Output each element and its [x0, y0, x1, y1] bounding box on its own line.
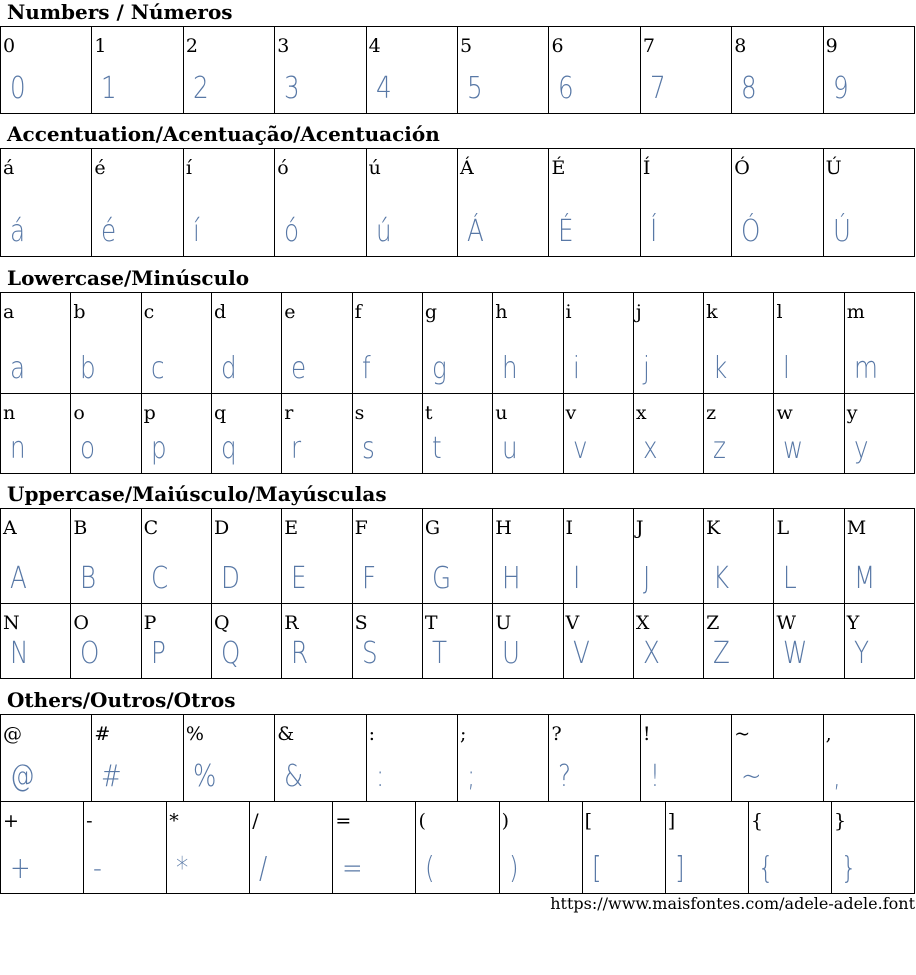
uppercase-cell	[212, 604, 282, 678]
number-cell	[824, 27, 915, 113]
number-cell-label: 4	[368, 35, 381, 57]
symbol-glyph-sample: ]	[674, 851, 685, 886]
others-grid-row-1	[0, 714, 915, 802]
numbers-grid	[0, 26, 915, 114]
number-cell-label: 1	[94, 35, 107, 57]
lowercase-glyph-sample: s	[361, 431, 375, 466]
lowercase-cell	[142, 293, 212, 393]
lowercase-cell	[353, 394, 423, 473]
others-grid-row-2	[0, 801, 915, 894]
lowercase-cell	[493, 394, 563, 473]
accent-cell	[549, 149, 640, 256]
uppercase-cell	[493, 509, 563, 603]
uppercase-cell-label: Q	[213, 612, 230, 634]
symbol-glyph-sample: ;	[467, 759, 476, 794]
symbol-glyph-sample: @	[10, 759, 35, 794]
lowercase-cell-label: e	[284, 301, 296, 323]
number-glyph-sample: 5	[467, 71, 483, 106]
accent-cell	[458, 149, 549, 256]
lowercase-glyph-sample: o	[80, 431, 96, 466]
symbol-cell-label: }	[833, 810, 847, 832]
lowercase-cell	[493, 293, 563, 393]
accent-cell-label: ó	[277, 157, 289, 179]
accent-glyph-sample: ó	[284, 214, 300, 249]
lowercase-cell	[212, 293, 282, 393]
uppercase-cell-label: W	[776, 612, 796, 634]
lowercase-glyph-sample: h	[502, 351, 518, 386]
symbol-cell-label: +	[3, 810, 19, 832]
uppercase-cell-label: O	[73, 612, 89, 634]
accent-cell	[1, 149, 92, 256]
number-cell-label: 8	[734, 35, 747, 57]
lowercase-cell	[634, 293, 704, 393]
symbol-cell	[1, 715, 92, 801]
symbol-cell-label: /	[252, 810, 259, 832]
symbol-glyph-sample: [	[591, 851, 602, 886]
symbol-glyph-sample: :	[375, 759, 384, 794]
lowercase-cell	[212, 394, 282, 473]
number-glyph-sample: 9	[832, 71, 849, 106]
accent-cell	[92, 149, 183, 256]
lowercase-glyph-sample: v	[572, 431, 588, 466]
uppercase-cell-label: M	[846, 517, 867, 539]
lowercase-glyph-sample: q	[220, 431, 237, 466]
uppercase-cell	[634, 509, 704, 603]
lowercase-cell	[564, 394, 634, 473]
uppercase-cell	[704, 509, 774, 603]
symbol-cell-label: %	[185, 723, 204, 745]
symbol-glyph-sample: }	[840, 851, 857, 886]
uppercase-cell	[493, 604, 563, 678]
uppercase-cell-label: N	[3, 612, 20, 634]
lowercase-glyph-sample: r	[291, 431, 302, 466]
section-title-accents: Accentuation/Acentuação/Acentuación	[7, 122, 440, 146]
symbol-cell	[367, 715, 458, 801]
lowercase-cell	[423, 394, 493, 473]
lowercase-cell	[564, 293, 634, 393]
uppercase-cell	[704, 604, 774, 678]
lowercase-cell	[704, 394, 774, 473]
uppercase-cell-label: X	[635, 612, 650, 634]
symbol-cell	[458, 715, 549, 801]
lowercase-cell-label: y	[846, 402, 858, 424]
accent-cell	[824, 149, 915, 256]
uppercase-cell-label: V	[565, 612, 580, 634]
uppercase-cell-label: D	[213, 517, 230, 539]
uppercase-glyph-sample: P	[150, 636, 166, 671]
number-glyph-sample: 8	[741, 71, 757, 106]
lowercase-cell	[774, 293, 844, 393]
uppercase-cell	[845, 604, 915, 678]
uppercase-cell	[353, 509, 423, 603]
symbol-cell-label: {	[750, 810, 763, 832]
uppercase-glyph-sample: M	[853, 561, 875, 596]
symbol-cell	[641, 715, 732, 801]
uppercase-glyph-sample: N	[10, 636, 29, 671]
number-cell-label: 7	[642, 35, 655, 57]
number-cell-label: 3	[277, 35, 290, 57]
lowercase-glyph-sample: a	[10, 351, 26, 386]
symbol-cell-label: *	[169, 810, 179, 832]
number-cell	[92, 27, 183, 113]
lowercase-glyph-sample: w	[783, 431, 804, 466]
lowercase-cell-label: a	[3, 301, 15, 323]
accent-glyph-sample: á	[10, 214, 26, 249]
symbol-glyph-sample: {	[757, 851, 774, 886]
uppercase-grid-row-2	[0, 603, 915, 679]
accent-glyph-sample: Á	[467, 214, 484, 249]
uppercase-cell-label: F	[354, 517, 368, 539]
uppercase-cell-label: E	[284, 517, 299, 539]
lowercase-cell-label: i	[565, 301, 572, 323]
accent-cell-label: É	[551, 157, 566, 179]
symbol-cell	[583, 802, 666, 893]
uppercase-cell-label: A	[3, 517, 17, 539]
section-title-uppercase: Uppercase/Maiúsculo/Mayúsculas	[7, 482, 387, 506]
symbol-glyph-sample: %	[192, 759, 217, 794]
uppercase-cell-label: P	[143, 612, 157, 634]
accent-cell	[367, 149, 458, 256]
section-title-numbers: Numbers / Números	[7, 0, 233, 24]
symbol-cell-label: =	[335, 810, 352, 832]
uppercase-cell-label: I	[565, 517, 574, 539]
symbol-cell-label: @	[3, 723, 22, 745]
lowercase-cell-label: m	[846, 301, 865, 323]
number-cell	[732, 27, 823, 113]
uppercase-cell-label: J	[635, 517, 644, 539]
lowercase-cell-label: b	[73, 301, 86, 323]
accents-grid	[0, 148, 915, 257]
lowercase-cell-label: r	[284, 402, 294, 424]
accent-cell-label: á	[3, 157, 15, 179]
uppercase-glyph-sample: L	[783, 561, 798, 596]
uppercase-cell	[1, 604, 71, 678]
uppercase-cell	[282, 509, 352, 603]
lowercase-cell	[634, 394, 704, 473]
uppercase-glyph-sample: Q	[220, 636, 241, 671]
symbol-glyph-sample: ,	[832, 759, 841, 794]
symbol-glyph-sample: /	[259, 851, 268, 886]
lowercase-cell-label: g	[424, 301, 438, 323]
uppercase-glyph-sample: J	[642, 561, 651, 596]
uppercase-glyph-sample: D	[220, 561, 240, 596]
lowercase-cell	[704, 293, 774, 393]
source-url-link[interactable]: https://www.maisfontes.com/adele-adele.font	[550, 894, 915, 913]
symbol-cell	[500, 802, 583, 893]
lowercase-cell	[142, 394, 212, 473]
lowercase-cell	[1, 293, 71, 393]
symbol-cell	[275, 715, 366, 801]
uppercase-cell-label: Z	[706, 612, 720, 634]
uppercase-glyph-sample: C	[150, 561, 168, 596]
symbol-cell-label: [	[584, 810, 593, 832]
uppercase-cell	[212, 509, 282, 603]
lowercase-glyph-sample: j	[642, 351, 650, 386]
symbol-cell	[832, 802, 915, 893]
uppercase-cell	[142, 604, 212, 678]
uppercase-cell-label: B	[73, 517, 88, 539]
uppercase-cell	[774, 509, 844, 603]
symbol-glyph-sample: !	[649, 759, 660, 794]
uppercase-cell-label: H	[495, 517, 512, 539]
symbol-cell	[84, 802, 167, 893]
lowercase-cell	[282, 293, 352, 393]
uppercase-cell	[423, 509, 493, 603]
lowercase-cell-label: n	[3, 402, 16, 424]
lowercase-cell	[71, 394, 141, 473]
lowercase-glyph-sample: c	[150, 351, 165, 386]
lowercase-cell	[282, 394, 352, 473]
lowercase-cell-label: h	[495, 301, 508, 323]
lowercase-cell-label: w	[776, 402, 793, 424]
symbol-cell-label: ~	[734, 723, 751, 745]
lowercase-glyph-sample: u	[502, 431, 518, 466]
symbol-glyph-sample: ?	[558, 759, 572, 794]
uppercase-glyph-sample: Z	[713, 636, 730, 671]
accent-glyph-sample: Ó	[741, 214, 761, 249]
uppercase-glyph-sample: Y	[853, 636, 869, 671]
uppercase-cell	[142, 509, 212, 603]
uppercase-glyph-sample: H	[502, 561, 521, 596]
symbol-cell	[250, 802, 333, 893]
lowercase-cell-label: z	[706, 402, 717, 424]
accent-cell-label: ú	[368, 157, 381, 179]
symbol-cell	[167, 802, 250, 893]
lowercase-cell-label: p	[143, 402, 156, 424]
lowercase-cell-label: l	[776, 301, 783, 323]
lowercase-cell-label: j	[635, 301, 642, 323]
uppercase-glyph-sample: K	[713, 561, 730, 596]
uppercase-cell-label: U	[495, 612, 512, 634]
lowercase-glyph-sample: f	[361, 351, 371, 386]
lowercase-cell-label: o	[73, 402, 85, 424]
lowercase-cell-label: x	[635, 402, 647, 424]
uppercase-glyph-sample: V	[572, 636, 590, 671]
lowercase-glyph-sample: y	[853, 431, 869, 466]
symbol-cell-label: )	[501, 810, 509, 832]
uppercase-cell	[423, 604, 493, 678]
symbol-glyph-sample: ~	[741, 759, 762, 794]
lowercase-glyph-sample: b	[80, 351, 96, 386]
lowercase-glyph-sample: m	[853, 351, 878, 386]
accent-cell	[732, 149, 823, 256]
lowercase-glyph-sample: d	[220, 351, 237, 386]
symbol-glyph-sample: +	[10, 851, 31, 886]
uppercase-glyph-sample: R	[291, 636, 309, 671]
uppercase-cell-label: L	[776, 517, 790, 539]
symbol-cell-label: !	[642, 723, 651, 745]
lowercase-glyph-sample: g	[431, 351, 447, 386]
lowercase-grid-row-1	[0, 292, 915, 394]
accent-cell-label: Í	[642, 157, 651, 179]
uppercase-glyph-sample: W	[783, 636, 808, 671]
lowercase-glyph-sample: n	[10, 431, 26, 466]
uppercase-cell	[774, 604, 844, 678]
lowercase-glyph-sample: x	[642, 431, 658, 466]
accent-glyph-sample: Í	[649, 214, 658, 249]
number-glyph-sample: 2	[192, 71, 209, 106]
number-glyph-sample: 6	[558, 71, 575, 106]
symbol-glyph-sample: )	[508, 851, 519, 886]
number-cell-label: 5	[460, 35, 473, 57]
symbol-cell-label: ;	[460, 723, 467, 745]
accent-cell-label: í	[185, 157, 192, 179]
lowercase-cell-label: s	[354, 402, 365, 424]
number-cell-label: 6	[551, 35, 564, 57]
symbol-glyph-sample: -	[93, 851, 102, 886]
number-cell	[184, 27, 275, 113]
uppercase-cell	[564, 509, 634, 603]
accent-glyph-sample: é	[101, 214, 117, 249]
symbol-cell	[732, 715, 823, 801]
uppercase-cell-label: T	[424, 612, 438, 634]
accent-glyph-sample: ú	[375, 214, 392, 249]
lowercase-glyph-sample: k	[713, 351, 728, 386]
number-cell	[549, 27, 640, 113]
lowercase-cell-label: t	[424, 402, 433, 424]
number-cell-label: 9	[825, 35, 838, 57]
uppercase-glyph-sample: F	[361, 561, 376, 596]
symbol-cell	[416, 802, 499, 893]
number-glyph-sample: 4	[375, 71, 392, 106]
uppercase-cell	[71, 509, 141, 603]
symbol-glyph-sample: #	[101, 759, 123, 794]
uppercase-glyph-sample: E	[291, 561, 307, 596]
lowercase-cell	[845, 293, 915, 393]
number-cell	[275, 27, 366, 113]
symbol-cell-label: ,	[825, 723, 832, 745]
lowercase-glyph-sample: i	[572, 351, 580, 386]
accent-cell-label: Ó	[734, 157, 750, 179]
uppercase-glyph-sample: I	[572, 561, 580, 596]
symbol-glyph-sample: =	[342, 851, 363, 886]
number-cell-label: 0	[3, 35, 16, 57]
number-cell	[367, 27, 458, 113]
uppercase-cell	[282, 604, 352, 678]
lowercase-cell-label: k	[706, 301, 718, 323]
number-glyph-sample: 1	[101, 71, 118, 106]
lowercase-cell-label: u	[495, 402, 508, 424]
uppercase-glyph-sample: O	[80, 636, 100, 671]
number-cell	[1, 27, 92, 113]
lowercase-cell	[423, 293, 493, 393]
section-title-lowercase: Lowercase/Minúsculo	[7, 266, 250, 290]
symbol-cell	[666, 802, 749, 893]
uppercase-glyph-sample: X	[642, 636, 660, 671]
lowercase-glyph-sample: z	[713, 431, 727, 466]
uppercase-grid-row-1	[0, 508, 915, 604]
accent-glyph-sample: Ú	[832, 214, 851, 249]
lowercase-cell-label: c	[143, 301, 155, 323]
uppercase-cell-label: K	[706, 517, 721, 539]
lowercase-cell	[353, 293, 423, 393]
number-cell	[641, 27, 732, 113]
lowercase-cell	[1, 394, 71, 473]
symbol-glyph-sample: *	[176, 851, 189, 886]
accent-cell	[184, 149, 275, 256]
uppercase-cell	[1, 509, 71, 603]
uppercase-cell-label: Y	[846, 612, 860, 634]
lowercase-glyph-sample: t	[431, 431, 442, 466]
accent-glyph-sample: É	[558, 214, 574, 249]
symbol-cell	[1, 802, 84, 893]
accent-cell-label: Ú	[825, 157, 842, 179]
lowercase-cell	[845, 394, 915, 473]
number-glyph-sample: 0	[10, 71, 26, 106]
symbol-cell-label: &	[277, 723, 295, 745]
lowercase-cell-label: f	[354, 301, 362, 323]
lowercase-glyph-sample: l	[783, 351, 791, 386]
uppercase-cell-label: G	[424, 517, 441, 539]
uppercase-glyph-sample: A	[10, 561, 27, 596]
symbol-glyph-sample: (	[425, 851, 436, 886]
lowercase-grid-row-2	[0, 393, 915, 474]
accent-cell-label: é	[94, 157, 106, 179]
lowercase-cell-label: v	[565, 402, 577, 424]
accent-cell	[641, 149, 732, 256]
uppercase-glyph-sample: U	[502, 636, 521, 671]
number-cell-label: 2	[185, 35, 198, 57]
uppercase-cell	[71, 604, 141, 678]
uppercase-glyph-sample: S	[361, 636, 378, 671]
symbol-cell	[549, 715, 640, 801]
symbol-cell-label: (	[418, 810, 426, 832]
symbol-cell-label: ?	[551, 723, 562, 745]
uppercase-cell-label: C	[143, 517, 159, 539]
symbol-cell	[824, 715, 915, 801]
symbol-cell-label: ]	[667, 810, 676, 832]
lowercase-cell-label: d	[213, 301, 227, 323]
number-glyph-sample: 3	[284, 71, 300, 106]
uppercase-glyph-sample: B	[80, 561, 97, 596]
symbol-cell	[749, 802, 832, 893]
number-glyph-sample: 7	[649, 71, 666, 106]
symbol-cell	[92, 715, 183, 801]
symbol-cell	[333, 802, 416, 893]
uppercase-cell-label: R	[284, 612, 299, 634]
uppercase-cell	[564, 604, 634, 678]
symbol-glyph-sample: &	[284, 759, 304, 794]
lowercase-cell	[71, 293, 141, 393]
uppercase-cell-label: S	[354, 612, 368, 634]
symbol-cell-label: :	[368, 723, 376, 745]
lowercase-cell	[774, 394, 844, 473]
uppercase-glyph-sample: T	[431, 636, 447, 671]
lowercase-cell-label: q	[213, 402, 227, 424]
accent-cell	[275, 149, 366, 256]
accent-cell-label: Á	[460, 157, 474, 179]
symbol-cell-label: #	[94, 723, 111, 745]
lowercase-glyph-sample: e	[291, 351, 307, 386]
uppercase-cell	[845, 509, 915, 603]
section-title-others: Others/Outros/Otros	[7, 688, 236, 712]
symbol-cell-label: -	[86, 810, 93, 832]
accent-glyph-sample: í	[192, 214, 200, 249]
uppercase-cell	[353, 604, 423, 678]
symbol-cell	[184, 715, 275, 801]
lowercase-glyph-sample: p	[150, 431, 167, 466]
uppercase-glyph-sample: G	[431, 561, 451, 596]
number-cell	[458, 27, 549, 113]
uppercase-cell	[634, 604, 704, 678]
